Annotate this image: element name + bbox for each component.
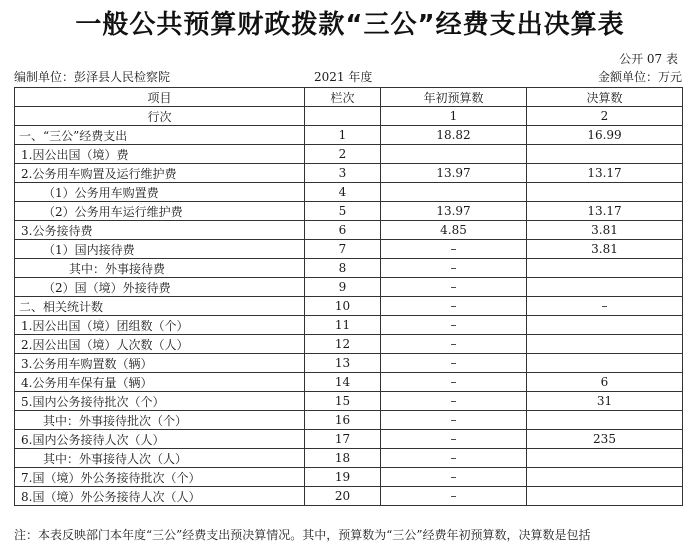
row-seq: 2	[305, 145, 381, 164]
row-budget: –	[381, 240, 527, 259]
table-row	[15, 259, 683, 278]
row-budget: 13.97	[381, 164, 527, 183]
table-row	[15, 221, 683, 240]
row-budget: –	[381, 259, 527, 278]
row-final	[527, 449, 683, 468]
row-seq: 15	[305, 392, 381, 411]
table-row	[15, 240, 683, 259]
row-seq: 1	[305, 126, 381, 145]
row-budget	[381, 183, 527, 202]
table-row	[15, 202, 683, 221]
form-number: 公开 07 表	[619, 52, 678, 66]
row-item: 其中：外事接待批次（个）	[15, 411, 305, 430]
row-budget: –	[381, 411, 527, 430]
row-final	[527, 145, 683, 164]
table-row	[15, 468, 683, 487]
table-row	[15, 183, 683, 202]
row-seq: 16	[305, 411, 381, 430]
table-row	[15, 392, 683, 411]
row-budget: –	[381, 354, 527, 373]
row-seq: 3	[305, 164, 381, 183]
row-item: （1）公务用车购置费	[15, 183, 305, 202]
row-final: 16.99	[527, 126, 683, 145]
row-final	[527, 411, 683, 430]
row-budget: –	[381, 297, 527, 316]
row-item: 2.因公出国（境）人次数（人）	[15, 335, 305, 354]
row-item: （1）国内接待费	[15, 240, 305, 259]
row-budget: –	[381, 468, 527, 487]
table-row	[15, 278, 683, 297]
table-row	[15, 430, 683, 449]
row-seq: 6	[305, 221, 381, 240]
row-seq: 20	[305, 487, 381, 506]
header-final: 决算数	[527, 88, 683, 107]
row-final: 235	[527, 430, 683, 449]
row-item: 6.国内公务接待人次（人）	[15, 430, 305, 449]
row-final: 13.17	[527, 202, 683, 221]
index-final: 2	[527, 107, 683, 126]
table-row	[15, 373, 683, 392]
table-row	[15, 316, 683, 335]
header-seq: 栏次	[305, 88, 381, 107]
row-seq: 19	[305, 468, 381, 487]
row-item: （2）国（境）外接待费	[15, 278, 305, 297]
expenditure-table	[14, 87, 683, 506]
row-final	[527, 278, 683, 297]
row-final	[527, 259, 683, 278]
row-seq: 9	[305, 278, 381, 297]
row-item: （2）公务用车运行维护费	[15, 202, 305, 221]
table-header-row	[15, 88, 683, 107]
index-budget: 1	[381, 107, 527, 126]
footnote: 注：本表反映部门本年度“三公”经费支出预决算情况。其中，预算数为“三公”经费年初预算数，决算数是包括	[14, 528, 591, 542]
table-row	[15, 145, 683, 164]
row-item: 5.国内公务接待批次（个）	[15, 392, 305, 411]
row-final	[527, 468, 683, 487]
table-row	[15, 449, 683, 468]
row-budget: –	[381, 430, 527, 449]
table-row	[15, 354, 683, 373]
row-seq: 11	[305, 316, 381, 335]
index-item: 行次	[15, 107, 305, 126]
row-item: 3.公务接待费	[15, 221, 305, 240]
row-item: 2.公务用车购置及运行维护费	[15, 164, 305, 183]
row-budget: 13.97	[381, 202, 527, 221]
row-item: 其中：外事接待人次（人）	[15, 449, 305, 468]
row-final: 31	[527, 392, 683, 411]
row-budget: –	[381, 316, 527, 335]
row-budget: –	[381, 335, 527, 354]
row-final: 3.81	[527, 240, 683, 259]
table-row	[15, 487, 683, 506]
row-final	[527, 354, 683, 373]
row-seq: 4	[305, 183, 381, 202]
header-item: 项目	[15, 88, 305, 107]
fiscal-year: 2021 年度	[314, 70, 373, 84]
table-row	[15, 335, 683, 354]
page-title: 一般公共预算财政拨款“三公”经费支出决算表	[75, 10, 625, 40]
row-item: 1.因公出国（境）团组数（个）	[15, 316, 305, 335]
row-seq: 13	[305, 354, 381, 373]
row-item: 8.国（境）外公务接待人次（人）	[15, 487, 305, 506]
row-final: 6	[527, 373, 683, 392]
row-seq: 10	[305, 297, 381, 316]
table-row	[15, 411, 683, 430]
row-budget: –	[381, 373, 527, 392]
table-row	[15, 297, 683, 316]
table-index-row	[15, 107, 683, 126]
row-seq: 17	[305, 430, 381, 449]
row-budget	[381, 145, 527, 164]
row-seq: 12	[305, 335, 381, 354]
row-budget: –	[381, 487, 527, 506]
row-item: 3.公务用车购置数（辆）	[15, 354, 305, 373]
row-budget: 18.82	[381, 126, 527, 145]
row-seq: 8	[305, 259, 381, 278]
row-final: –	[527, 297, 683, 316]
index-seq	[305, 107, 381, 126]
row-budget: –	[381, 449, 527, 468]
row-item: 7.国（境）外公务接待批次（个）	[15, 468, 305, 487]
row-final	[527, 487, 683, 506]
row-budget: –	[381, 278, 527, 297]
row-budget: 4.85	[381, 221, 527, 240]
row-budget: –	[381, 392, 527, 411]
compiling-unit: 编制单位：彭泽县人民检察院	[14, 70, 171, 84]
report-meta	[14, 68, 682, 86]
amount-unit: 金额单位：万元	[597, 70, 682, 84]
row-seq: 5	[305, 202, 381, 221]
row-seq: 18	[305, 449, 381, 468]
header-budget: 年初预算数	[381, 88, 527, 107]
row-item: 4.公务用车保有量（辆）	[15, 373, 305, 392]
row-seq: 7	[305, 240, 381, 259]
row-final: 3.81	[527, 221, 683, 240]
row-final: 13.17	[527, 164, 683, 183]
row-item: 1.因公出国（境）费	[15, 145, 305, 164]
row-final	[527, 335, 683, 354]
table-row	[15, 164, 683, 183]
row-final	[527, 183, 683, 202]
row-item: 其中：外事接待费	[15, 259, 305, 278]
row-item: 一、“三公”经费支出	[15, 126, 305, 145]
table-row	[15, 126, 683, 145]
row-seq: 14	[305, 373, 381, 392]
row-final	[527, 316, 683, 335]
row-item: 二、相关统计数	[15, 297, 305, 316]
